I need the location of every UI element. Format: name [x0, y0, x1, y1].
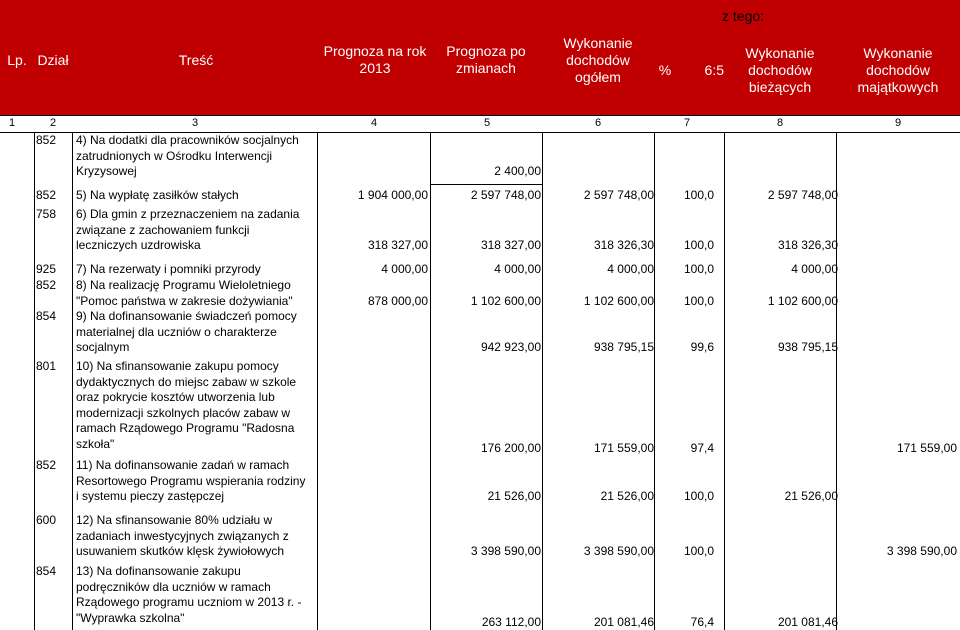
- header-dzial: Dział: [37, 51, 69, 68]
- row-dzial: 854: [36, 564, 57, 578]
- row-tresc-line: materialnej dla uczniów o charakterze: [76, 324, 277, 339]
- header-ratio: 6:5: [704, 61, 724, 78]
- header-wykonanie-biezacych: Wykonanie dochodów bieżących: [745, 44, 815, 95]
- header-wykonanie-majatkowych: Wykonanie dochodów majątkowych: [857, 44, 939, 95]
- column-line: [317, 132, 318, 630]
- row-biezace: 201 081,46: [777, 614, 838, 629]
- row-tresc-line: 12) Na sfinansowanie 80% udziału w: [76, 513, 273, 527]
- column-number: 3: [191, 117, 199, 129]
- row-dzial: 852: [36, 278, 57, 292]
- row-tresc-line: Rządowego programu uczniom w 2013 r. -: [76, 595, 302, 610]
- row-wykonanie: 171 559,00: [593, 441, 654, 455]
- row-biezace: 4 000,00: [791, 262, 838, 276]
- row-tresc-line: 11) Na dofinansowanie zadań w ramach: [76, 458, 290, 472]
- row-tresc-line: i systemu pieczy zastępczej: [76, 489, 225, 504]
- column-line: [34, 132, 35, 630]
- column-line: [542, 132, 543, 630]
- header-prognoza-po-zmianach: Prognoza po zmianach: [446, 43, 526, 76]
- row-wykonanie: 318 326,30: [593, 238, 654, 253]
- row-dzial: 854: [36, 309, 57, 323]
- row-tresc-line: 13) Na dofinansowanie zakupu: [76, 564, 241, 578]
- row-prognoza-po: 4 000,00: [494, 262, 541, 276]
- row-prognoza-rok: 878 000,00: [367, 293, 428, 308]
- row-prognoza-po: 318 327,00: [480, 238, 541, 253]
- column-line: [72, 132, 73, 630]
- column-line: [724, 132, 725, 630]
- row-tresc-line: 8) Na realizację Programu Wieloletniego: [76, 278, 291, 292]
- row-wykonanie: 2 597 748,00: [583, 188, 654, 202]
- row-procent: 97,4: [690, 441, 714, 455]
- column-number: 5: [483, 117, 491, 129]
- row-prognoza-po: 3 398 590,00: [470, 544, 541, 559]
- table-header: [0, 0, 960, 115]
- column-number: 7: [683, 117, 691, 129]
- column-number: 9: [894, 117, 902, 129]
- row-procent: 76,4: [690, 614, 714, 629]
- row-wykonanie: 21 526,00: [600, 489, 654, 504]
- row-tresc-line: dydaktycznych do miejsc zabaw w szkole: [76, 374, 297, 389]
- row-dzial: 852: [36, 458, 57, 472]
- row-biezace: 1 102 600,00: [767, 293, 838, 308]
- row-tresc-line: leczniczych uzdrowiska: [76, 238, 201, 253]
- row-tresc-line: związane z zachowaniem funkcji: [76, 222, 250, 237]
- row-procent: 100,0: [683, 489, 714, 504]
- row-prognoza-po: 2 597 748,00: [470, 188, 541, 202]
- row-biezace: 21 526,00: [784, 489, 838, 504]
- z-tego-label: z tego:: [722, 8, 765, 24]
- row-tresc-line: zatrudnionych w Ośrodku Interwencji: [76, 148, 273, 163]
- row-tresc-line: 10) Na sfinansowanie zakupu pomocy: [76, 359, 279, 373]
- row-dzial: 758: [36, 207, 57, 221]
- row-tresc-line: 6) Dla gmin z przeznaczeniem na zadania: [76, 207, 300, 221]
- row-dzial: 600: [36, 513, 57, 527]
- row-tresc-line: 7) Na rezerwaty i pomniki przyrody: [76, 262, 261, 276]
- row-procent: 100,0: [683, 188, 714, 202]
- row-procent: 100,0: [683, 544, 714, 559]
- row-tresc-line: 5) Na wypłatę zasiłków stałych: [76, 188, 239, 202]
- row-biezace: 318 326,30: [777, 238, 838, 253]
- row-tresc-line: Resortowego Programu wspierania rodziny: [76, 473, 306, 488]
- column-number: 6: [594, 117, 602, 129]
- row-tresc-line: szkoła": [76, 437, 115, 451]
- row-majatkowe: 3 398 590,00: [886, 544, 957, 559]
- row-prognoza-po: 1 102 600,00: [470, 293, 541, 308]
- row-separator: [430, 184, 542, 185]
- column-line: [836, 132, 837, 630]
- header-divider: [0, 115, 960, 116]
- row-biezace: 2 597 748,00: [767, 188, 838, 202]
- row-dzial: 925: [36, 262, 57, 276]
- row-tresc-line: zadaniach inwestycyjnych związanych z: [76, 528, 289, 543]
- row-tresc-line: "Pomoc państwa w zakresie dożywiania": [76, 293, 293, 308]
- row-wykonanie: 938 795,15: [593, 340, 654, 355]
- row-prognoza-po: 942 923,00: [480, 340, 541, 355]
- row-prognoza-po: 263 112,00: [481, 614, 541, 629]
- row-tresc-line: ramach Rządowego Programu "Radosna: [76, 421, 295, 436]
- row-tresc-line: usuwaniem skutków klęsk żywiołowych: [76, 544, 285, 559]
- row-prognoza-rok: 1 904 000,00: [357, 188, 428, 202]
- row-biezace: 938 795,15: [777, 340, 838, 355]
- row-dzial: 852: [36, 188, 57, 202]
- row-procent: 100,0: [683, 238, 714, 253]
- row-tresc-line: modernizacji szkolnych placów zabaw w: [76, 405, 291, 420]
- row-tresc-line: socjalnym: [76, 340, 130, 355]
- header-procent: %: [658, 61, 672, 78]
- row-procent: 100,0: [683, 293, 714, 308]
- row-prognoza-po: 21 526,00: [487, 489, 541, 504]
- row-prognoza-po: 2 400,00: [494, 164, 541, 179]
- row-prognoza-rok: 4 000,00: [381, 262, 428, 276]
- header-prognoza-na-rok: Prognoza na rok 2013: [323, 43, 427, 76]
- row-majatkowe: 171 559,00: [896, 441, 957, 455]
- row-tresc-line: podręczników dla uczniów w ramach: [76, 579, 271, 594]
- row-dzial: 852: [36, 133, 57, 147]
- row-tresc-line: 4) Na dodatki dla pracowników socjalnych: [76, 133, 299, 147]
- column-number: 1: [8, 117, 16, 129]
- row-tresc-line: "Wyprawka szkolna": [76, 610, 185, 625]
- row-wykonanie: 3 398 590,00: [583, 544, 654, 559]
- header-wykonanie-ogolem: Wykonanie dochodów ogółem: [563, 34, 633, 85]
- header-lp: Lp.: [7, 51, 27, 68]
- column-number: 8: [776, 117, 784, 129]
- row-dzial: 801: [36, 359, 57, 373]
- row-procent: 99,6: [690, 340, 714, 355]
- row-wykonanie: 1 102 600,00: [583, 293, 654, 308]
- row-prognoza-po: 176 200,00: [480, 441, 541, 455]
- row-wykonanie: 201 081,46: [593, 614, 654, 629]
- row-procent: 100,0: [683, 262, 714, 276]
- header-tresc: Treść: [178, 51, 214, 68]
- column-number: 4: [370, 117, 378, 129]
- column-number: 2: [49, 117, 57, 129]
- row-tresc-line: 9) Na dofinansowanie świadczeń pomocy: [76, 309, 297, 323]
- row-wykonanie: 4 000,00: [607, 262, 654, 276]
- row-tresc-line: Kryzysowej: [76, 164, 137, 179]
- row-tresc-line: oraz pokrycie kosztów utworzenia lub: [76, 390, 275, 405]
- row-prognoza-rok: 318 327,00: [367, 238, 428, 253]
